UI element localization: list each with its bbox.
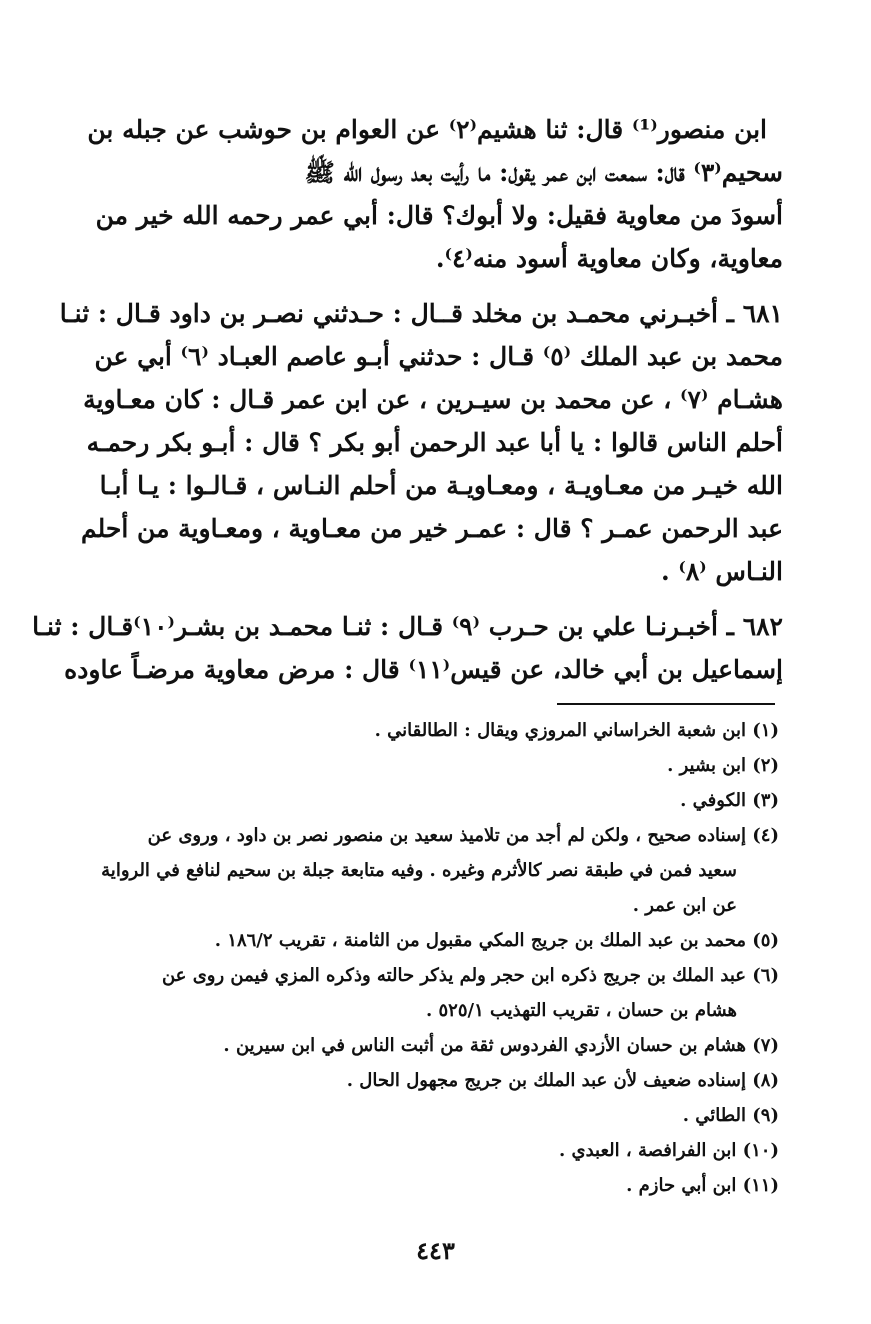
paragraph-682: [32, 605, 783, 691]
footnote-9: [84, 1098, 779, 1133]
footnote-line: (١٠) ابن الفرافصة ، العبدي .: [558, 1140, 779, 1161]
footnote-line: (٢) ابن بشير .: [667, 755, 779, 776]
text-line: محمد بن عبد الملك ⁽٥⁾ قـال : حدثني أبـو عاصم العبـاد ⁽٦⁾ أبي عن: [94, 342, 783, 371]
footnote-line: عن ابن عمر .: [632, 895, 737, 916]
footnote-10: [84, 1133, 779, 1168]
footnotes: [84, 713, 779, 1203]
main-text: [32, 108, 783, 703]
text-line: أسودَ من معاوية فقيل: ولا أبوك؟ قال: أبي عمر رحمه الله خير من: [95, 201, 783, 230]
text-line: إسماعيل بن أبي خالد، عن قيس⁽١١⁾ قال : مرض معاوية مرضـاً عاوده: [64, 655, 783, 684]
text-line: عبد الرحمن عمـر ؟ قال : عمـر خير من معـاوية ، ومعـاوية من أحلم: [81, 514, 783, 543]
footnote-line: (٨) إسناده ضعيف لأن عبد الملك بن جريج مجهول الحال .: [346, 1070, 779, 1091]
footnote-4: [84, 818, 779, 923]
text-line: سحيم⁽٣⁾ قال: سمعت ابن عمر يقول: ما رأيت بعد رسول الله ﷺ: [304, 158, 783, 187]
footnote-line: (١) ابن شعبة الخراساني المروزي ويقال : الطالقاني .: [374, 720, 779, 741]
footnote-line: (١١) ابن أبي حازم .: [626, 1175, 779, 1196]
paragraph-681: [59, 292, 783, 593]
footnote-line: (٧) هشام بن حسان الأزدي الفردوس ثقة من أثبت الناس في ابن سيرين .: [223, 1035, 779, 1056]
text-line: ٦٨٢ ـ أخبـرنـا علي بن حـرب ⁽٩⁾ قـال : ثنـا محمـد بن بشـر⁽١٠⁾قـال : ثنـا: [32, 612, 783, 641]
paragraph-1: [88, 108, 783, 280]
footnote-divider: [557, 703, 775, 705]
footnote-11: [84, 1168, 779, 1203]
text-line: هشـام ⁽٧⁾ ، عن محمد بن سيـرين ، عن ابن عمر قـال : كان معـاوية: [83, 385, 783, 414]
text-line: ابن منصور⁽¹⁾ قال: ثنا هشيم⁽٢⁾ عن العوام بن حوشب عن جبله بن: [87, 115, 767, 144]
page-number: ٤٤٣: [416, 1236, 455, 1265]
footnote-line: (٩) الطائي .: [682, 1105, 779, 1126]
footnote-line: هشام بن حسان ، تقريب التهذيب ٥٢٥/١ .: [425, 1000, 737, 1021]
text-line: أحلم الناس قالوا : يا أبا عبد الرحمن أبو بكر ؟ قال : أبـو بكر رحمـه: [86, 428, 783, 457]
text-line: ٦٨١ ـ أخبـرني محمـد بن مخلد قــال : حـدثني نصـر بن داود قـال : ثنـا: [59, 299, 783, 328]
footnote-8: [84, 1063, 779, 1098]
footnote-line: (٥) محمد بن عبد الملك بن جريج المكي مقبول من الثامنة ، تقريب ١٨٦/٢ .: [214, 930, 779, 951]
footnote-3: [84, 783, 779, 818]
footnote-7: [84, 1028, 779, 1063]
footnote-line: (٣) الكوفي .: [680, 790, 779, 811]
text-line: النـاس ⁽٨⁾ .: [660, 557, 783, 586]
footnote-1: [84, 713, 779, 748]
text-line: الله خيـر من معـاويـة ، ومعـاويـة من أحلم النـاس ، قـالـوا : يـا أبـا: [99, 471, 783, 500]
footnote-5: [84, 923, 779, 958]
footnote-line: (٤) إسناده صحيح ، ولكن لم أجد من تلاميذ سعيد بن منصور نصر بن داود ، وروى عن: [147, 825, 779, 846]
footnote-6: [84, 958, 779, 1028]
text-line: معاوية، وكان معاوية أسود منه⁽٤⁾.: [435, 244, 783, 273]
footnote-line: (٦) عبد الملك بن جريج ذكره ابن حجر ولم يذكر حالته وذكره المزي فيمن روى عن: [161, 965, 779, 986]
footnote-line: سعيد فمن في طبقة نصر كالأثرم وغيره . وفيه متابعة جبلة بن سحيم لنافع في الرواية: [101, 860, 737, 881]
footnote-2: [84, 748, 779, 783]
